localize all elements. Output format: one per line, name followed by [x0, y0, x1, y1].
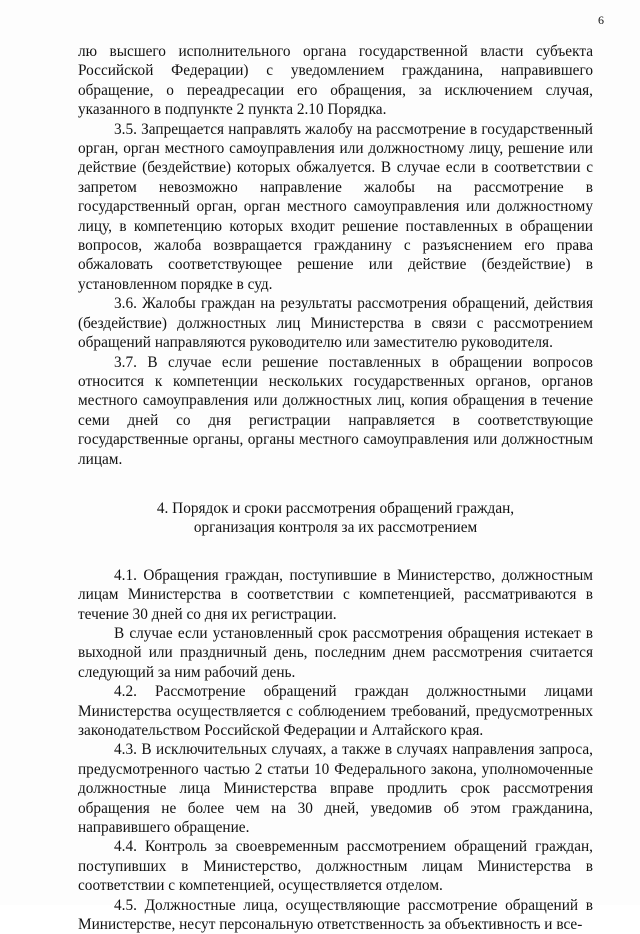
- paragraph-4-2: 4.2. Рассмотрение обращений граждан должностными лицами Министерства осуществляется с соблюдением требований, предусмотренных законодательством Российской Федерации и Алтайского края.: [78, 683, 593, 739]
- section-heading-line-1: 4. Порядок и сроки рассмотрения обращений граждан,: [156, 499, 515, 517]
- section-heading-line-2: организация контроля за их рассмотрением: [193, 519, 478, 537]
- paragraph-4-3: 4.3. В исключительных случаях, а также в случаях направления запроса, предусмотренного частью 2 статьи 10 Федерального закона, уполномоченные должностные лица Министерства вправе продлить срок рассмотрения обращения не более чем на 30 дней, уведомив об этом гражданина, направившего обращение.: [78, 741, 593, 837]
- section-heading: [78, 499, 593, 538]
- paragraph-deadline-note: В случае если установленный срок рассмотрения обращения истекает в выходной или праздничный день, последним днем рассмотрения считается следующий за ним рабочий день.: [78, 624, 593, 681]
- document-body: [78, 42, 593, 934]
- paragraph-4-5: 4.5. Должностные лица, осуществляющие рассмотрение обращений в Министерстве, несут персональную ответственность за объективность и все-: [78, 896, 593, 934]
- paragraph-3-5: 3.5. Запрещается направлять жалобу на рассмотрение в государственный орган, орган местного самоуправления или должностному лицу, решение или действие (бездействие) которых обжалуется. В случае если в соответствии с запретом невозможно направление жалобы на рассмотрение в государственный орган, орган местного самоуправления или должностному лицу, в компетенцию которых входит решение поставленных в обращении вопросов, жалоба возвращается гражданину с разъяснением его права обжаловать соответствующее решение или действие (бездействие) в установленном порядке в суд.: [78, 120, 593, 293]
- paragraph-3-7: 3.7. В случае если решение поставленных в обращении вопросов относится к компетенции нескольких государственных органов, органов местного самоуправления или должностных лиц, копия обращения в течение семи дней со дня регистрации направляется в соответствующие государственные органы, органы местного самоуправления или должностным лицам.: [78, 353, 593, 468]
- paragraph-4-4: 4.4. Контроль за своевременным рассмотрением обращений граждан, поступивших в Министерство, должностным лицам Министерства в соответствии с компетенцией, осуществляется отделом.: [78, 838, 593, 895]
- page-number: 6: [598, 13, 604, 27]
- paragraph-3-6: 3.6. Жалобы граждан на результаты рассмотрения обращений, действия (бездействие) должностных лиц Министерства в связи с рассмотрением обращений направляются руководителю или заместителю руководителя.: [78, 295, 593, 352]
- paragraph: лю высшего исполнительного органа государственной власти субъекта Российской Федерации) с уведомлением гражданина, направившего обращение, о переадресации его обращения, за исключением случая, указанного в подпункте 2 пункта 2.10 Порядка.: [78, 43, 593, 119]
- paragraph-4-1: 4.1. Обращения граждан, поступившие в Министерство, должностным лицам Министерства в соответствии с компетенцией, рассматриваются в течение 30 дней со дня их регистрации.: [78, 566, 593, 623]
